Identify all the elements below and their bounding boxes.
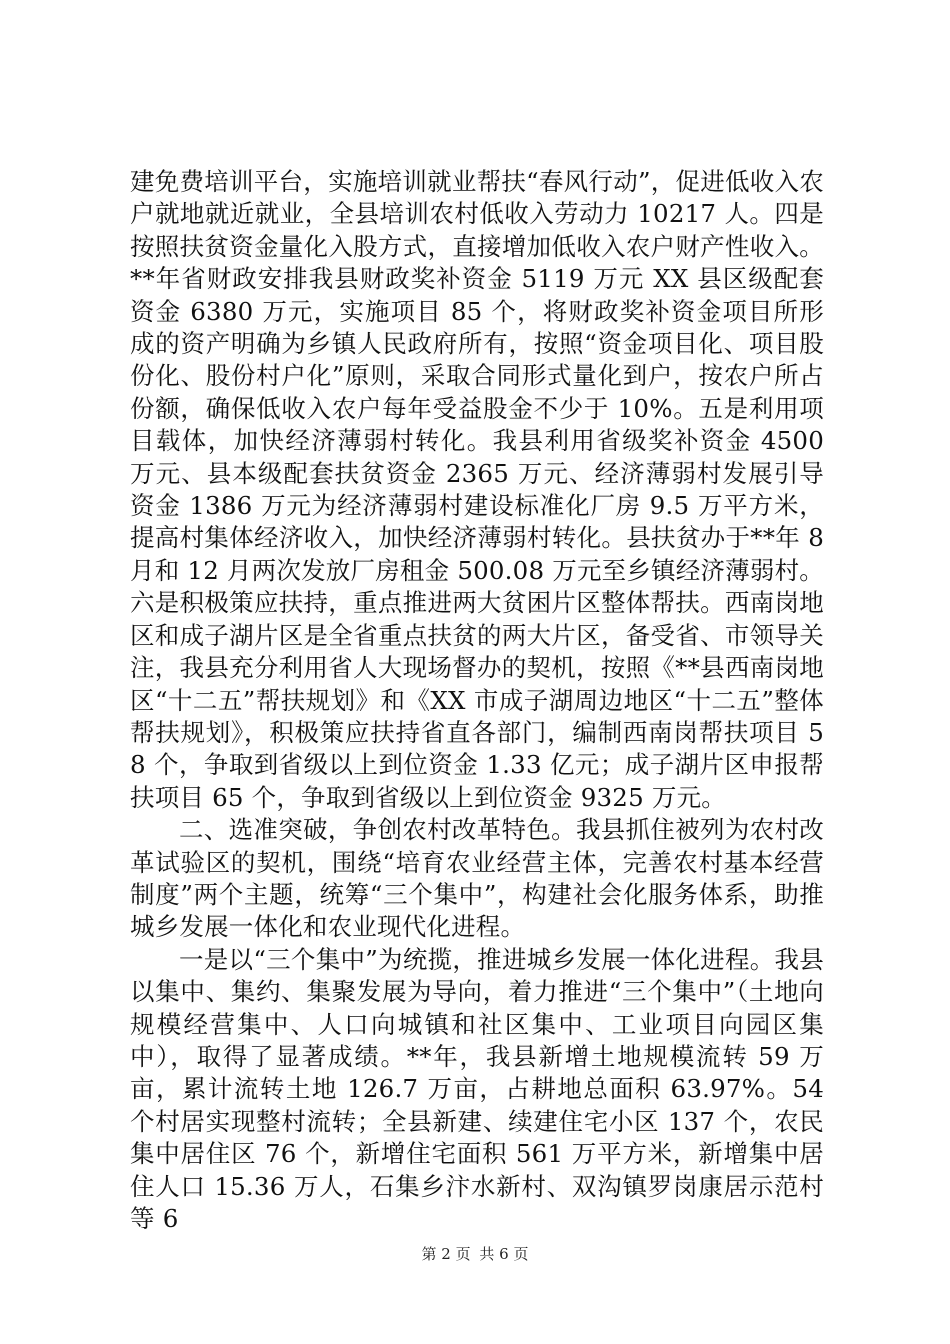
page-number: 第 2 页 (421, 1245, 471, 1263)
document-body (130, 166, 824, 1235)
page-total: 共 6 页 (479, 1245, 529, 1263)
page-footer (0, 1244, 950, 1264)
paragraph-section-two: 二、选准突破，争创农村改革特色。我县抓住被列为农村改革试验区的契机，围绕“培育农业经营主体，完善农村基本经营制度”两个主题，统筹“三个集中”，构建社会化服务体系，助推城乡发展一体化和农业现代化进程。 (130, 815, 824, 942)
paragraph-continuation: 建免费培训平台，实施培训就业帮扶“春风行动”，促进低收入农户就地就近就业，全县培训农村低收入劳动力 10217 人。四是按照扶贫资金量化入股方式，直接增加低收入农户财产性收入。**年省财政安排我县财政奖补资金 5119 万元 XX 县区级配套资金 6380 万元，实施项目 85 个，将财政奖补资金项目所形成的资产明确为乡镇人民政府所有，按照“资金项目化、项目股份化、股份村户化”原则，采取合同形式量化到户，按农户所占份额，确保低收入农户每年受益股金不少于 10%。五是利用项目载体，加快经济薄弱村转化。我县利用省级奖补资金 4500 万元、县本级配套扶贫资金 2365 万元、经济薄弱村发展引导资金 1386 万元为经济薄弱村建设标准化厂房 9.5 万平方米，提高村集体经济收入，加快经济薄弱村转化。县扶贫办于**年 8 月和 12 月两次发放厂房租金 500.08 万元至乡镇经济薄弱村。六是积极策应扶持，重点推进两大贫困片区整体帮扶。西南岗地区和成子湖片区是全省重点扶贫的两大片区，备受省、市领导关注，我县充分利用省人大现场督办的契机，按照《**县西南岗地区“十二五”帮扶规划》和《XX 市成子湖周边地区“十二五”整体帮扶规划》，积极策应扶持省直各部门，编制西南岗帮扶项目 58 个，争取到省级以上到位资金 1.33 亿元；成子湖片区申报帮扶项目 65 个，争取到省级以上到位资金 9325 万元。 (130, 167, 824, 812)
paragraph-three-concentrations: 一是以“三个集中”为统揽，推进城乡发展一体化进程。我县以集中、集约、集聚发展为导向，着力推进“三个集中”（土地向规模经营集中、人口向城镇和社区集中、工业项目向园区集中），取得了显著成绩。**年，我县新增土地规模流转 59 万亩，累计流转土地 126.7 万亩，占耕地总面积 63.97%。54 个村居实现整村流转；全县新建、续建住宅小区 137 个，农民集中居住区 76 个，新增住宅面积 561 万平方米，新增集中居住人口 15.36 万人，石集乡汴水新村、双沟镇罗岗康居示范村等 6 (130, 944, 824, 1233)
